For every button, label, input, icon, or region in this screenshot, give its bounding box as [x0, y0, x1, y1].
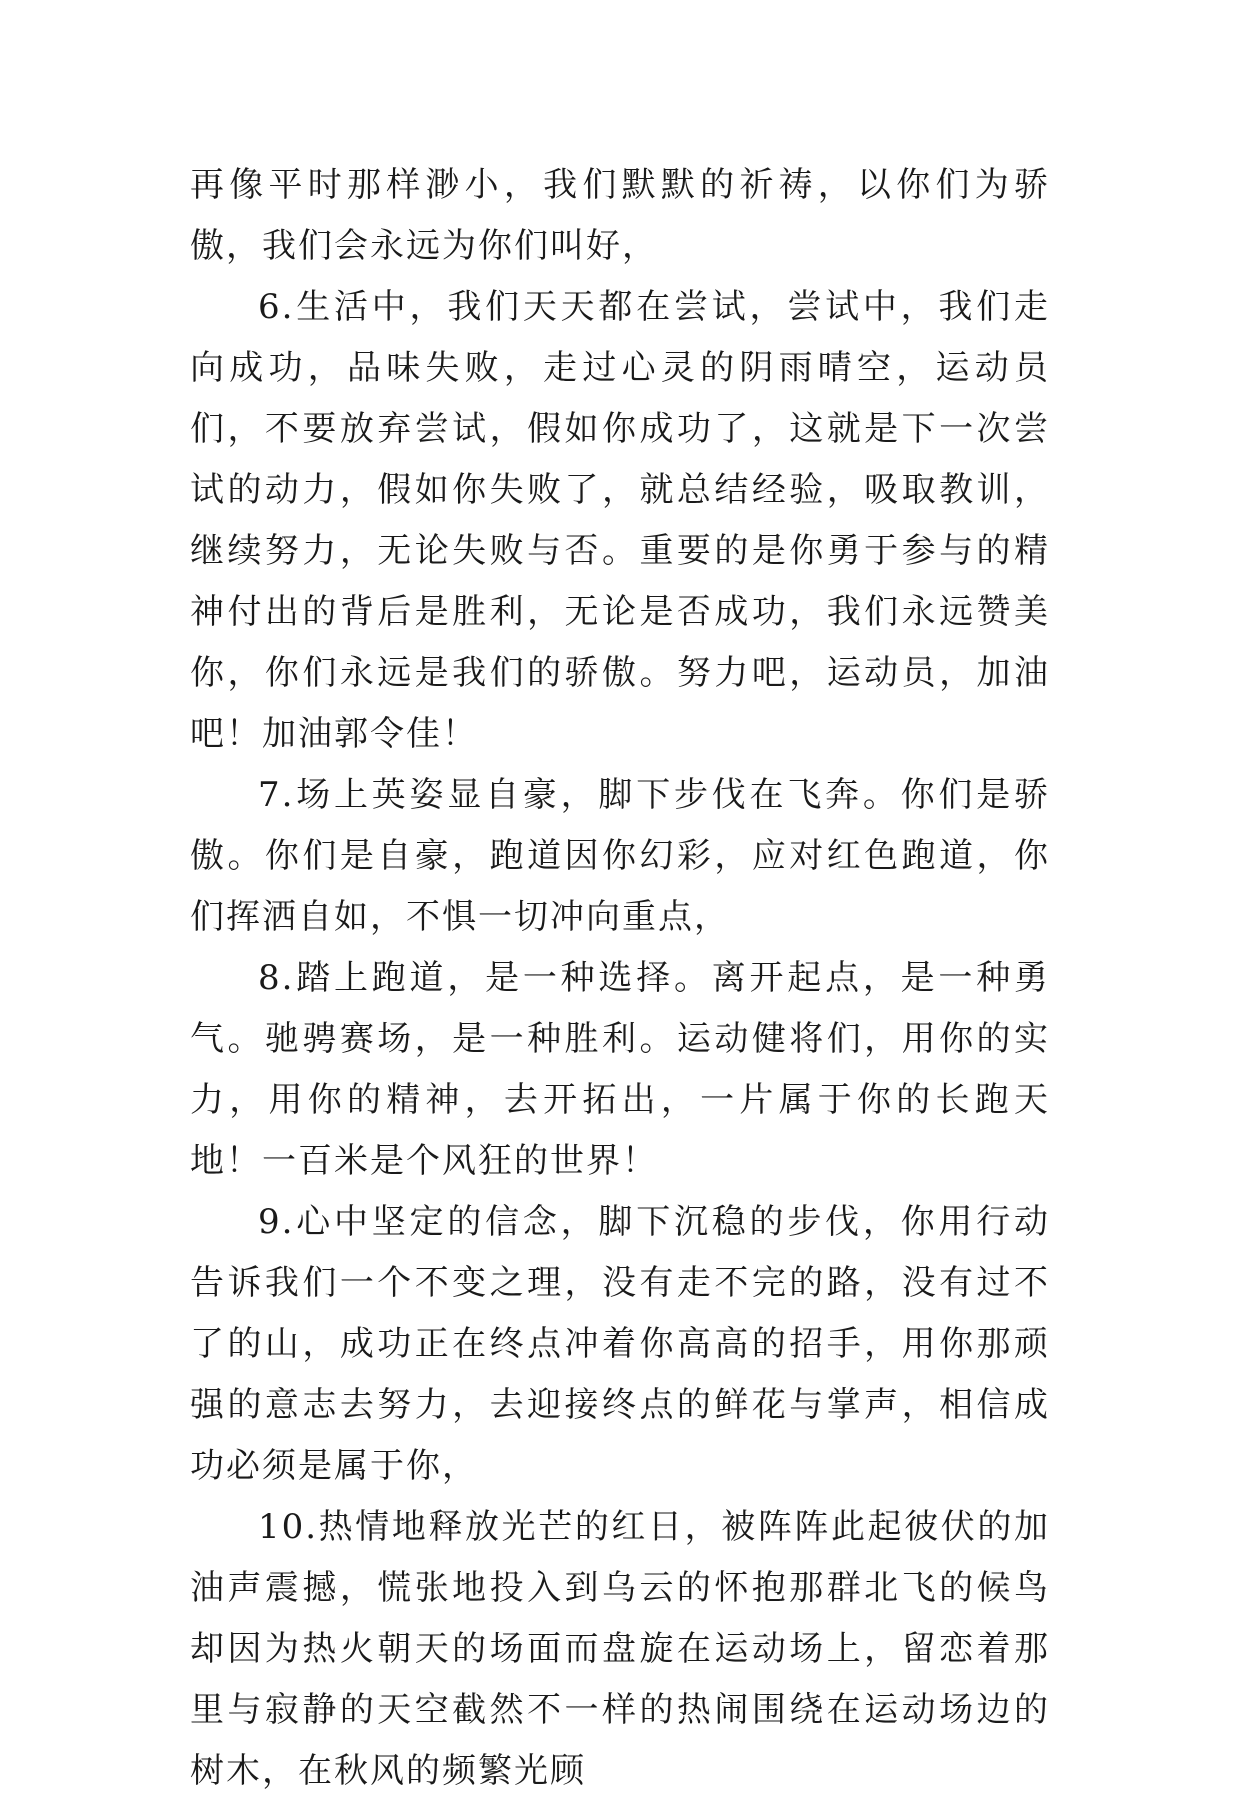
paragraph-continued: 再像平时那样渺小，我们默默的祈祷，以你们为骄傲，我们会永远为你们叫好， [190, 165, 1050, 266]
paragraph-10: 10.热情地释放光芒的红日，被阵阵此起彼伏的加油声震撼，慌张地投入到乌云的怀抱那群北飞的候鸟却因为热火朝天的场面而盘旋在运动场上，留恋着那里与寂静的天空截然不一样的热闹围绕在运动场边的树木，在秋风的频繁光顾 [190, 1507, 1050, 1791]
paragraph-8: 8.踏上跑道，是一种选择。离开起点，是一种勇气。驰骋赛场，是一种胜利。运动健将们，用你的实力，用你的精神，去开拓出，一片属于你的长跑天地！一百米是个风狂的世界！ [190, 958, 1050, 1181]
document-body [190, 155, 1050, 1802]
paragraph-9: 9.心中坚定的信念，脚下沉稳的步伐，你用行动告诉我们一个不变之理，没有走不完的路，没有过不了的山，成功正在终点冲着你高高的招手，用你那顽强的意志去努力，去迎接终点的鲜花与掌声，相信成功必须是属于你， [190, 1202, 1050, 1486]
paragraph-7: 7.场上英姿显自豪，脚下步伐在飞奔。你们是骄傲。你们是自豪，跑道因你幻彩，应对红色跑道，你们挥洒自如，不惧一切冲向重点， [190, 775, 1050, 937]
paragraph-6: 6.生活中，我们天天都在尝试，尝试中，我们走向成功，品味失败，走过心灵的阴雨晴空，运动员们，不要放弃尝试，假如你成功了，这就是下一次尝试的动力，假如你失败了，就总结经验，吸取教训，继续努力，无论失败与否。重要的是你勇于参与的精神付出的背后是胜利，无论是否成功，我们永远赞美你，你们永远是我们的骄傲。努力吧，运动员，加油吧！加油郭令佳！ [190, 287, 1050, 754]
